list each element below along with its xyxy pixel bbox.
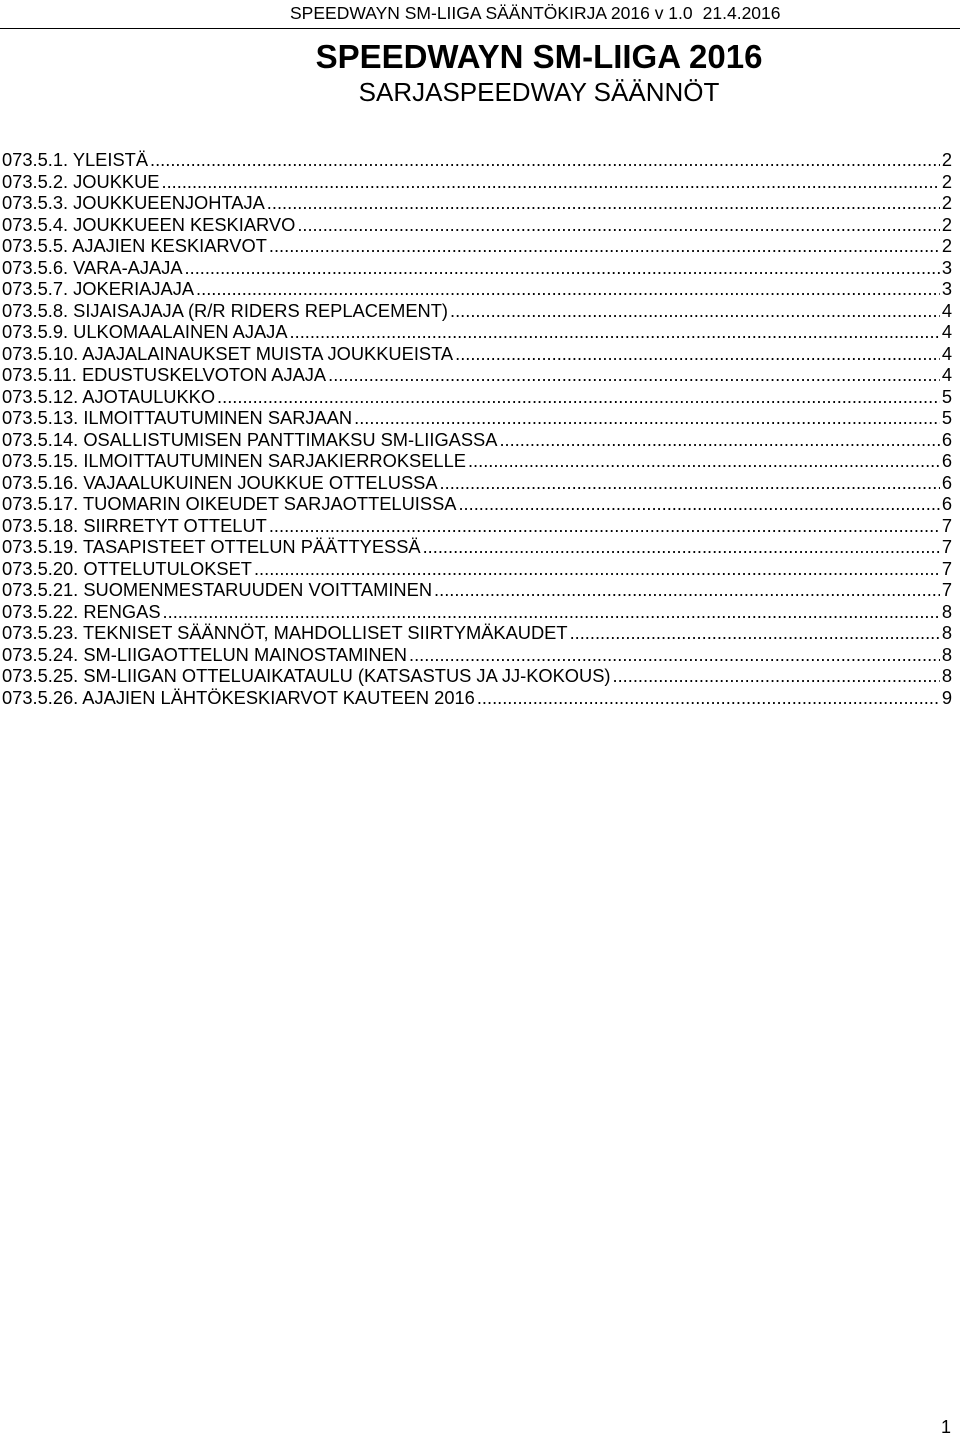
toc-entry-label: 073.5.21. SUOMENMESTARUUDEN VOITTAMINEN (2, 579, 433, 600)
toc-entry-page-number: 7 (941, 579, 952, 600)
toc-entry[interactable] (2, 429, 952, 451)
toc-entry-page-number: 3 (941, 278, 952, 299)
dot-leader (570, 622, 940, 644)
toc-entry-page-number: 8 (941, 600, 952, 622)
toc-entry[interactable] (2, 192, 952, 214)
toc-entry[interactable] (2, 214, 952, 236)
toc-entry-page-number: 8 (941, 665, 952, 686)
dot-leader (269, 515, 940, 537)
document-title: SPEEDWAYN SM-LIIGA 2016 (315, 38, 763, 75)
page-number: 1 (940, 1417, 951, 1437)
dot-leader (217, 386, 940, 408)
dot-leader (196, 278, 940, 300)
toc-entry-label: 073.5.26. AJAJIEN LÄHTÖKESKIARVOT KAUTEEN 2016 (2, 686, 475, 708)
dot-leader (297, 214, 940, 236)
toc-entry-label: 073.5.4. JOUKKUEEN KESKIARVO (2, 213, 296, 235)
toc-entry-label: 073.5.13. ILMOITTAUTUMINEN SARJAAN (2, 407, 353, 428)
dot-leader (269, 235, 940, 257)
dot-leader (185, 257, 940, 279)
document-subtitle: SARJASPEEDWAY SÄÄNNÖT (358, 77, 720, 107)
toc-entry-page-number: 6 (941, 471, 952, 493)
toc-entry-page-number: 8 (941, 622, 952, 643)
toc-entry[interactable] (2, 235, 952, 257)
toc-entry-label: 073.5.17. TUOMARIN OIKEUDET SARJAOTTELUISSA (2, 493, 457, 514)
dot-leader (423, 536, 940, 558)
dot-leader (290, 321, 940, 343)
dot-leader (455, 343, 940, 365)
toc-entry-page-number: 8 (941, 643, 952, 665)
toc-entry-page-number: 2 (941, 192, 952, 213)
toc-entry[interactable] (2, 450, 952, 472)
toc-entry-page-number: 2 (941, 149, 952, 170)
toc-entry-page-number: 2 (941, 213, 952, 235)
toc-entry[interactable] (2, 665, 952, 687)
toc-entry-page-number: 4 (941, 342, 952, 364)
toc-entry-label: 073.5.15. ILMOITTAUTUMINEN SARJAKIERROKSELLE (2, 450, 466, 471)
header-rule (0, 28, 960, 29)
toc-entry-label: 073.5.11. EDUSTUSKELVOTON AJAJA (2, 364, 327, 385)
toc-entry-label: 073.5.20. OTTELUTULOKSET (2, 557, 252, 579)
toc-entry-label: 073.5.16. VAJAALUKUINEN JOUKKUE OTTELUSSA (2, 471, 438, 493)
toc-entry-page-number: 4 (941, 299, 952, 321)
toc-entry-page-number: 6 (941, 450, 952, 471)
toc-entry-label: 073.5.23. TEKNISET SÄÄNNÖT, MAHDOLLISET SIIRTYMÄKAUDET (2, 622, 568, 643)
toc-entry-page-number: 7 (941, 514, 952, 536)
toc-entry-label: 073.5.7. JOKERIAJAJA (2, 278, 195, 299)
toc-entry-page-number: 7 (941, 557, 952, 579)
toc-entry[interactable] (2, 472, 952, 494)
toc-entry-label: 073.5.6. VARA-AJAJA (2, 256, 183, 278)
toc-entry[interactable] (2, 343, 952, 365)
dot-leader (328, 364, 940, 386)
toc-entry-page-number: 2 (941, 170, 952, 192)
toc-entry-page-number: 7 (941, 536, 952, 557)
dot-leader (499, 429, 939, 451)
dot-leader (440, 472, 940, 494)
dot-leader (254, 558, 940, 580)
toc-entry-label: 073.5.24. SM-LIIGAOTTELUN MAINOSTAMINEN (2, 643, 407, 665)
dot-leader (434, 579, 940, 601)
toc-entry-page-number: 5 (941, 385, 952, 407)
dot-leader (450, 300, 940, 322)
dot-leader (162, 171, 940, 193)
toc-entry[interactable] (2, 622, 952, 644)
dot-leader (458, 493, 939, 515)
toc-entry-page-number: 4 (941, 364, 952, 385)
toc-entry[interactable] (2, 601, 952, 623)
toc-entry-label: 073.5.12. AJOTAULUKKO (2, 385, 216, 407)
toc-entry[interactable] (2, 407, 952, 429)
toc-entry[interactable] (2, 278, 952, 300)
toc-entry-label: 073.5.2. JOUKKUE (2, 170, 160, 192)
toc-entry-page-number: 3 (941, 256, 952, 278)
toc-entry[interactable] (2, 257, 952, 279)
toc-entry-label: 073.5.14. OSALLISTUMISEN PANTTIMAKSU SM-LIIGASSA (2, 428, 498, 450)
table-of-contents (2, 149, 952, 708)
toc-entry[interactable] (2, 300, 952, 322)
dot-leader (267, 192, 940, 214)
dot-leader (477, 687, 940, 709)
toc-entry-label: 073.5.3. JOUKKUEENJOHTAJA (2, 192, 265, 213)
toc-entry[interactable] (2, 515, 952, 537)
toc-entry[interactable] (2, 149, 952, 171)
running-header (290, 2, 781, 24)
dot-leader (354, 407, 940, 429)
toc-entry[interactable] (2, 644, 952, 666)
dot-leader (613, 665, 940, 687)
running-header-document: SPEEDWAYN SM-LIIGA SÄÄNTÖKIRJA 2016 v 1.0 (290, 3, 693, 23)
dot-leader (150, 149, 940, 171)
toc-entry[interactable] (2, 536, 952, 558)
toc-entry-page-number: 4 (941, 321, 952, 342)
toc-entry[interactable] (2, 687, 952, 709)
toc-entry[interactable] (2, 171, 952, 193)
dot-leader (409, 644, 940, 666)
toc-entry-label: 073.5.22. RENGAS (2, 600, 161, 622)
dot-leader (468, 450, 940, 472)
toc-entry-label: 073.5.1. YLEISTÄ (2, 149, 149, 170)
toc-entry-page-number: 6 (941, 493, 952, 514)
dot-leader (163, 601, 940, 623)
toc-entry[interactable] (2, 321, 952, 343)
toc-entry[interactable] (2, 364, 952, 386)
toc-entry[interactable] (2, 579, 952, 601)
toc-entry-label: 073.5.8. SIJAISAJAJA (R/R RIDERS REPLACEMENT) (2, 299, 448, 321)
toc-entry[interactable] (2, 558, 952, 580)
toc-entry-label: 073.5.5. AJAJIEN KESKIARVOT (2, 235, 267, 256)
toc-entry-page-number: 2 (941, 235, 952, 256)
toc-entry-page-number: 9 (941, 686, 952, 708)
toc-entry-label: 073.5.18. SIIRRETYT OTTELUT (2, 514, 267, 536)
toc-entry-label: 073.5.10. AJAJALAINAUKSET MUISTA JOUKKUEISTA (2, 342, 454, 364)
toc-entry[interactable] (2, 386, 952, 408)
running-header-date: 21.4.2016 (702, 3, 781, 23)
toc-entry-label: 073.5.25. SM-LIIGAN OTTELUAIKATAULU (KATSASTUS JA JJ-KOKOUS) (2, 665, 611, 686)
toc-entry-page-number: 5 (941, 407, 952, 428)
toc-entry-label: 073.5.9. ULKOMAALAINEN AJAJA (2, 321, 288, 342)
toc-entry-label: 073.5.19. TASAPISTEET OTTELUN PÄÄTTYESSÄ (2, 536, 421, 557)
toc-entry[interactable] (2, 493, 952, 515)
toc-entry-page-number: 6 (941, 428, 952, 450)
